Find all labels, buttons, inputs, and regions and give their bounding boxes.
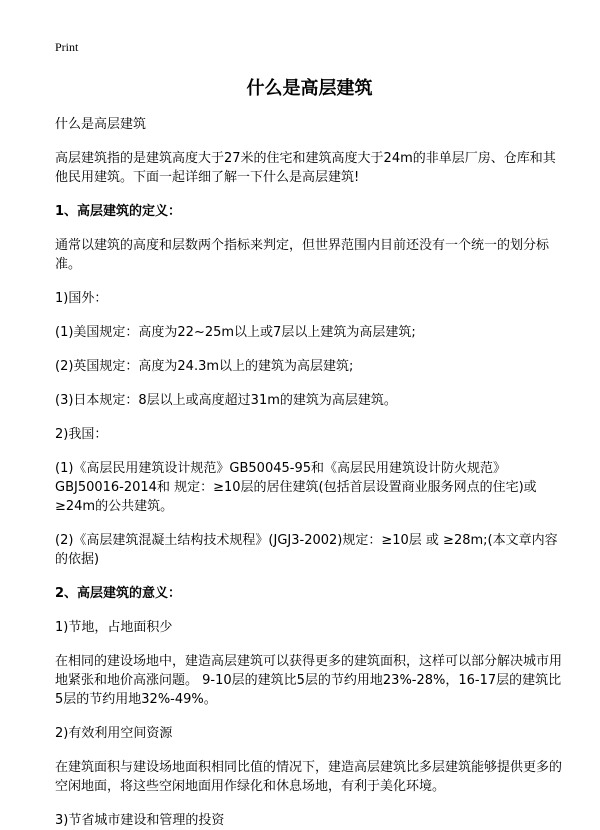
foreign-item-uk: (2)英国规定：高度为24.3m以上的建筑为高层建筑; bbox=[55, 359, 354, 374]
subtitle: 什么是高层建筑 bbox=[55, 117, 147, 132]
point-1-text: 在相同的建设场地中，建造高层建筑可以获得更多的建筑面积，这样可以部分解决城市用地紧张和地价高涨问题。 9-10层的建筑比5层的节约用地23%-28%，16-17层的建筑比5层的节约用地32%-49%。 bbox=[55, 654, 563, 707]
point-2-text: 在建筑面积与建设场地面积相同比值的情况下，建造高层建筑比多层建筑能够提供更多的空闲地面，将这些空闲地面用作绿化和休息场地，有利于美化环境。 bbox=[55, 760, 563, 794]
china-label: 2)我国： bbox=[55, 427, 108, 442]
china-item-2: (2)《高层建筑混凝土结构技术规程》(JGJ3-2002)规定：≥10层 或 ≥28m;(本文章内容的依据) bbox=[55, 533, 558, 567]
section-1-heading: 1、高层建筑的定义： bbox=[55, 204, 182, 219]
section-2-heading: 2、高层建筑的意义： bbox=[55, 586, 182, 601]
foreign-item-usa: (1)美国规定：高度为22~25m以上或7层以上建筑为高层建筑; bbox=[55, 325, 416, 340]
point-2-label: 2)有效利用空间资源 bbox=[55, 726, 173, 741]
point-3-label: 3)节省城市建设和管理的投资 bbox=[55, 813, 225, 828]
page-title: 什么是高层建筑 bbox=[246, 78, 373, 99]
foreign-item-japan: (3)日本规定：8层以上或高度超过31m的建筑为高层建筑。 bbox=[55, 393, 397, 408]
print-label: Print bbox=[55, 40, 79, 54]
section-1-paragraph: 通常以建筑的高度和层数两个指标来判定，但世界范围内目前还没有一个统一的划分标准。 bbox=[55, 238, 550, 272]
point-1-label: 1)节地，占地面积少 bbox=[55, 620, 173, 635]
china-item-1: (1)《高层民用建筑设计规范》GB50045-95和《高层民用建筑设计防火规范》GBJ50016-2014和 规定：≥10层的居住建筑(包括首层设置商业服务网点的住宅)或≥24m的公共建筑。 bbox=[55, 461, 537, 514]
foreign-label: 1)国外： bbox=[55, 291, 108, 306]
intro-paragraph: 高层建筑指的是建筑高度大于27米的住宅和建筑高度大于24m的非单层厂房、仓库和其他民用建筑。下面一起详细了解一下什么是高层建筑! bbox=[55, 151, 556, 185]
